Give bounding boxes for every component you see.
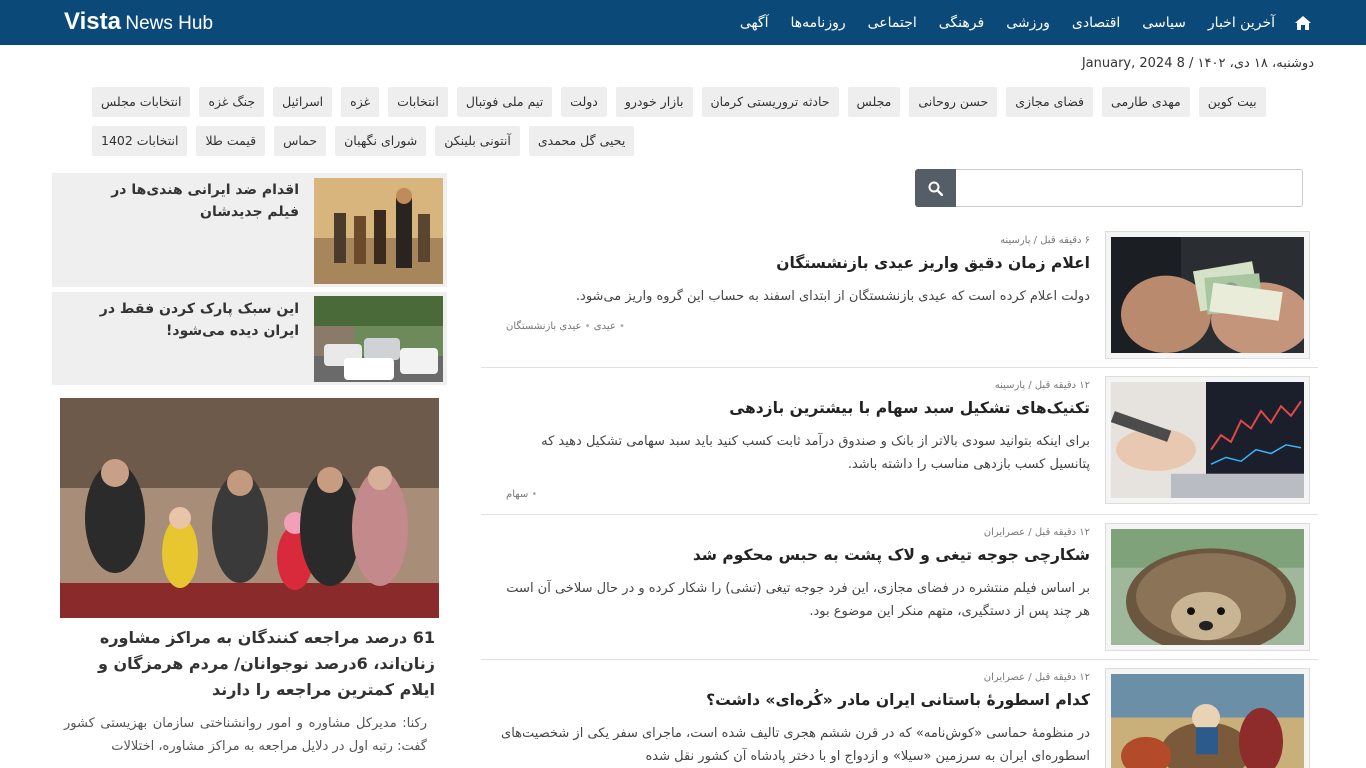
trending-tags [92, 87, 1314, 156]
search-input[interactable] [956, 169, 1303, 207]
tag-link[interactable]: غزه [341, 87, 379, 117]
top-navbar [0, 0, 1366, 45]
tag-link[interactable]: حسن روحانی [909, 87, 997, 117]
news-list [481, 228, 1318, 768]
brand-name: Vista [64, 8, 121, 35]
nav-newspapers[interactable]: روزنامه‌ها [790, 14, 846, 31]
side-news-card [52, 173, 447, 287]
news-meta: ۶ دقیقه قبل / پارسینه [1000, 235, 1090, 246]
tag-link[interactable]: یحیی گل محمدی [529, 126, 634, 156]
search-button[interactable] [915, 169, 956, 207]
home-icon[interactable] [1292, 0, 1314, 45]
tag-link[interactable]: اسرائیل [273, 87, 332, 117]
tag-link[interactable]: جنگ غزه [199, 87, 264, 117]
news-summary: برای اینکه بتوانید سودی بالاتر از بانک و صندوق درآمد ثابت کسب کنید باید سبد سهامی تشکیل دهید که پتانسیل کسب بازدهی مناسب را داشته باشد. [541, 434, 1090, 472]
news-title[interactable]: شکارچی جوجه تیغی و لاک پشت به حبس محکوم شد [692, 546, 1090, 564]
news-tag-link[interactable]: عیدی بازنشستگان [506, 321, 582, 332]
news-item [481, 368, 1318, 515]
news-title[interactable]: کدام اسطورهٔ باستانی ایران مادر «کُره‌ای» داشت؟ [706, 691, 1090, 709]
tag-link[interactable]: دولت [561, 87, 607, 117]
nav-politics[interactable]: سیاسی [1142, 14, 1186, 31]
nav-social[interactable]: اجتماعی [867, 14, 917, 31]
current-date: دوشنبه، ۱۸ دی، ۱۴۰۲ / 8 January, 2024 [1081, 56, 1314, 71]
news-thumbnail[interactable] [1105, 376, 1310, 504]
tag-link[interactable]: انتخابات 1402 [92, 126, 187, 156]
tag-link[interactable]: مهدی طارمی [1102, 87, 1190, 117]
nav-economy[interactable]: اقتصادی [1071, 14, 1121, 31]
main-menu [729, 0, 1314, 45]
side-news-card [52, 292, 447, 385]
news-title[interactable]: تکنیک‌های تشکیل سبد سهام با بیشترین بازدهی [729, 399, 1090, 417]
news-summary: بر اساس فیلم منتشره در فضای مجازی، این فرد جوجه تیغی (تشی) را شکار کرده و در حال سلاخی آن است هر چند پس از دستگیری، متهم منکر این موضوع بود. [506, 581, 1090, 619]
tag-link[interactable]: حادثه تروریستی کرمان [702, 87, 839, 117]
nav-latest-news[interactable]: آخرین اخبار [1207, 14, 1275, 31]
nav-sports[interactable]: ورزشی [1006, 14, 1050, 31]
laptop-stock-chart-image [1111, 382, 1304, 498]
parked-cars-image[interactable] [314, 296, 443, 382]
movie-poster-image[interactable] [314, 178, 443, 284]
news-summary: در منظومهٔ حماسی «کوش‌نامه» که در قرن ششم هجری تالیف شده است، ماجرای سفر یکی از شخصیت‌های اسطوره‌ای ایران به سرزمین «سیلا» و ازدواج او با دختر پادشاه آن کشور نقل شده [501, 726, 1090, 764]
search-bar [915, 169, 1303, 207]
feature-news-title[interactable]: 61 درصد مراجعه کنندگان به مراکز مشاوره زنان‌اند، 6درصد نوجوانان/ مردم هرمزگان و ایلام کمترین مراجعه را دارند [97, 628, 435, 699]
tag-link[interactable]: بازار خودرو [616, 87, 693, 117]
money-in-hands-image [1111, 237, 1304, 353]
news-meta: ۱۲ دقیقه قبل / عصرایران [983, 672, 1090, 683]
nav-culture[interactable]: فرهنگی [938, 14, 985, 31]
side-news-title[interactable]: اقدام ضد ایرانی هندی‌ها در فیلم جدیدشان [111, 182, 299, 220]
tag-link[interactable]: آنتونی بلینکن [435, 126, 520, 156]
news-item [481, 515, 1318, 660]
tag-link[interactable]: شورای نگهبان [335, 126, 426, 156]
search-icon [928, 181, 943, 196]
news-meta: ۱۲ دقیقه قبل / عصرایران [983, 527, 1090, 538]
news-tag-link[interactable]: عیدی [593, 321, 616, 332]
news-thumbnail[interactable] [1105, 231, 1310, 359]
news-thumbnail[interactable] [1105, 668, 1310, 768]
news-item [481, 660, 1318, 768]
news-summary: دولت اعلام کرده است که عیدی بازنشستگان از ابتدای اسفند به حساب این گروه واریز می‌شود. [575, 289, 1090, 304]
news-tags: • عیدی • عیدی بازنشستگان [506, 321, 625, 332]
tag-link[interactable]: فضای مجازی [1006, 87, 1093, 117]
news-tags: • سهام [506, 489, 538, 500]
news-tag-link[interactable]: سهام [506, 489, 529, 500]
tag-link[interactable]: بیت کوین [1199, 87, 1266, 117]
nav-ads[interactable]: آگهی [739, 14, 769, 31]
tag-link[interactable]: قیمت طلا [196, 126, 265, 156]
tag-link[interactable]: مجلس [848, 87, 901, 117]
persian-miniature-image [1111, 674, 1304, 768]
feature-news-summary: رکنا: مدیرکل مشاوره و امور روانشناختی سازمان بهزیستی کشور گفت: رتبه اول در دلایل مراجعه به مراکز مشاوره، اختلالات [64, 716, 427, 754]
side-news-title[interactable]: این سبک پارک کردن فقط در ایران دیده می‌شود! [99, 301, 299, 339]
tag-link[interactable]: انتخابات مجلس [92, 87, 190, 117]
brand-logo[interactable] [64, 8, 213, 36]
news-item [481, 228, 1318, 368]
family-on-bench-image[interactable] [60, 398, 439, 618]
news-title[interactable]: اعلام زمان دقیق واریز عیدی بازنشستگان [776, 254, 1090, 272]
tag-link[interactable]: تیم ملی فوتبال [457, 87, 552, 117]
hedgehog-image [1111, 529, 1304, 645]
tag-link[interactable]: حماس [274, 126, 326, 156]
news-thumbnail[interactable] [1105, 523, 1310, 651]
brand-subtitle: News Hub [125, 13, 214, 34]
tag-link[interactable]: انتخابات [388, 87, 448, 117]
news-meta: ۱۲ دقیقه قبل / پارسینه [994, 380, 1090, 391]
